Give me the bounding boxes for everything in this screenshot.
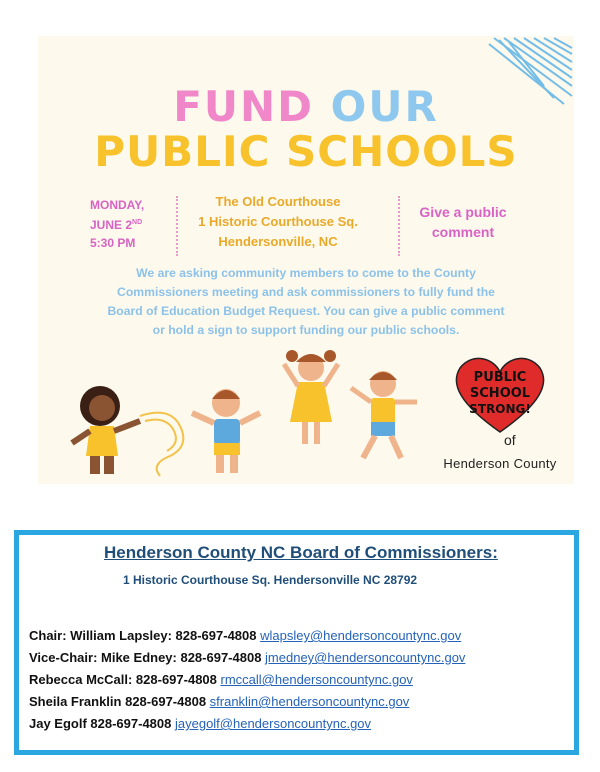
comment-line1: Give a public	[419, 204, 507, 220]
boy-jumping-illustration	[343, 364, 423, 472]
email-link[interactable]: jayegolf@hendersoncountync.gov	[174, 716, 372, 731]
body-line: Board of Education Budget Request. You can give a public comment	[107, 304, 505, 318]
flyer-title-line1	[38, 84, 574, 130]
date-month: JUNE 2	[90, 218, 133, 232]
body-line: Commissioners meeting and ask commissioners to fully fund the	[117, 285, 495, 299]
public-comment-note	[408, 202, 518, 242]
henderson-county-label: Henderson County	[443, 456, 557, 471]
heart-text-line2: SCHOOL	[469, 386, 531, 401]
heart-text-line1: PUBLIC	[473, 370, 527, 385]
comment-line2: comment	[431, 224, 495, 240]
commissioner-row	[29, 691, 465, 713]
date-day: MONDAY,	[90, 198, 145, 212]
email-link[interactable]: wlapsley@hendersoncountync.gov	[260, 628, 462, 643]
girl-yellow-dress-illustration	[276, 346, 346, 456]
event-date	[90, 196, 170, 252]
commissioner-row	[29, 669, 465, 691]
venue-name: The Old Courthouse	[215, 194, 341, 209]
commissioners-contact-box	[14, 530, 579, 755]
commissioner-name-phone: Rebecca McCall: 828-697-4808	[29, 672, 221, 687]
commissioner-row	[29, 625, 465, 647]
email-link[interactable]: jmedney@hendersoncountync.gov	[265, 650, 466, 665]
commissioner-row	[29, 647, 465, 669]
boy-blue-shirt-illustration	[188, 381, 268, 481]
title-word-fund: FUND	[173, 82, 315, 131]
dotted-divider	[398, 196, 400, 256]
date-time: 5:30 PM	[90, 236, 136, 250]
commissioner-name-phone: Jay Egolf 828-697-4808	[29, 716, 175, 731]
commissioner-name-phone: Chair: William Lapsley: 828-697-4808	[29, 628, 261, 643]
flyer-title-line2: PUBLIC SCHOOLS	[94, 127, 518, 176]
email-link[interactable]: rmccall@hendersoncountync.gov	[220, 672, 413, 687]
email-link[interactable]: sfranklin@hendersoncountync.gov	[209, 694, 410, 709]
title-word-our: OUR	[330, 82, 439, 131]
body-line: We are asking community members to come to the County	[136, 266, 476, 280]
commissioner-name-phone: Sheila Franklin 828-697-4808	[29, 694, 210, 709]
commissioner-row	[29, 713, 465, 735]
venue-street: 1 Historic Courthouse Sq.	[198, 214, 358, 229]
date-month-line	[90, 214, 170, 234]
venue-city: Hendersonville, NC	[218, 234, 338, 249]
heart-logo	[450, 354, 550, 434]
event-flyer	[38, 36, 574, 484]
event-venue	[178, 192, 378, 252]
heart-text-line3: STRONG!	[469, 402, 531, 416]
flyer-body-text	[60, 264, 552, 340]
of-label: of	[504, 432, 516, 448]
commissioner-list	[29, 625, 465, 735]
date-suffix: ND	[132, 219, 143, 226]
body-line: or hold a sign to support funding our public schools.	[152, 323, 460, 337]
commissioner-name-phone: Vice-Chair: Mike Edney: 828-697-4808	[29, 650, 266, 665]
board-title: Henderson County NC Board of Commissioners:	[104, 543, 498, 562]
girl-with-ribbon-illustration	[60, 376, 190, 481]
board-address: 1 Historic Courthouse Sq. Hendersonville NC 28792	[123, 573, 418, 587]
